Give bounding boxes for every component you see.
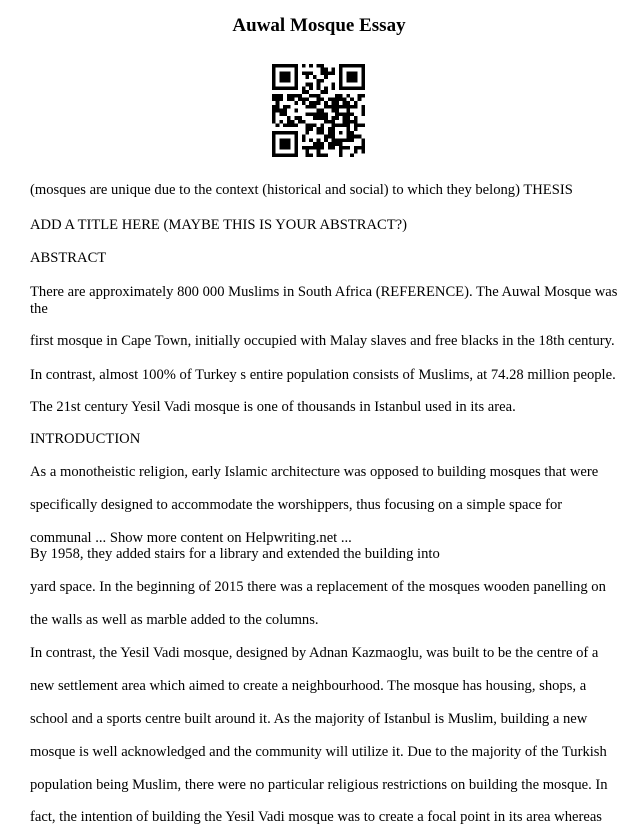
text-line: There are approximately 800 000 Muslims in South Africa (REFERENCE). The Auwal Mosque was <box>30 284 618 300</box>
text-line: The 21st century Yesil Vadi mosque is one of thousands in Istanbul used in its area. <box>30 399 516 415</box>
text-line: the walls as well as marble added to the columns. <box>30 612 319 628</box>
document-title: Auwal Mosque Essay <box>232 15 406 36</box>
text-line: specifically designed to accommodate the worshippers, thus focusing on a simple space for <box>30 497 563 513</box>
text-line: school and a sports centre built around it. As the majority of Istanbul is Muslim, building a new <box>30 711 588 727</box>
text-line-introduction-heading: INTRODUCTION <box>30 431 141 447</box>
text-line: the <box>30 301 48 317</box>
text-line-show-more: communal ... Show more content on Helpwriting.net ... <box>30 530 352 546</box>
text-line: population being Muslim, there were no particular religious restrictions on building the mosque. In <box>30 777 608 793</box>
text-line: In contrast, almost 100% of Turkey s entire population consists of Muslims, at 74.28 million people. <box>30 367 616 383</box>
text-line-thesis: (mosques are unique due to the context (historical and social) to which they belong) THESIS <box>30 182 573 198</box>
text-line: As a monotheistic religion, early Islamic architecture was opposed to building mosques that were <box>30 464 599 480</box>
text-line: fact, the intention of building the Yesil Vadi mosque was to create a focal point in its area whereas <box>30 809 602 825</box>
text-line: By 1958, they added stairs for a library and extended the building into <box>30 546 440 562</box>
text-line: mosque is well acknowledged and the community will utilize it. Due to the majority of the Turkish <box>30 744 607 760</box>
qr-code-icon <box>272 64 365 157</box>
text-line: new settlement area which aimed to create a neighbourhood. The mosque has housing, shops, a <box>30 678 587 694</box>
text-line: In contrast, the Yesil Vadi mosque, designed by Adnan Kazmaoglu, was built to be the centre of a <box>30 645 599 661</box>
text-line: first mosque in Cape Town, initially occupied with Malay slaves and free blacks in the 18th century. <box>30 333 615 349</box>
text-line-abstract-heading: ABSTRACT <box>30 250 107 266</box>
text-line: yard space. In the beginning of 2015 there was a replacement of the mosques wooden panelling on <box>30 579 606 595</box>
text-line-title-placeholder: ADD A TITLE HERE (MAYBE THIS IS YOUR ABSTRACT?) <box>30 217 408 233</box>
